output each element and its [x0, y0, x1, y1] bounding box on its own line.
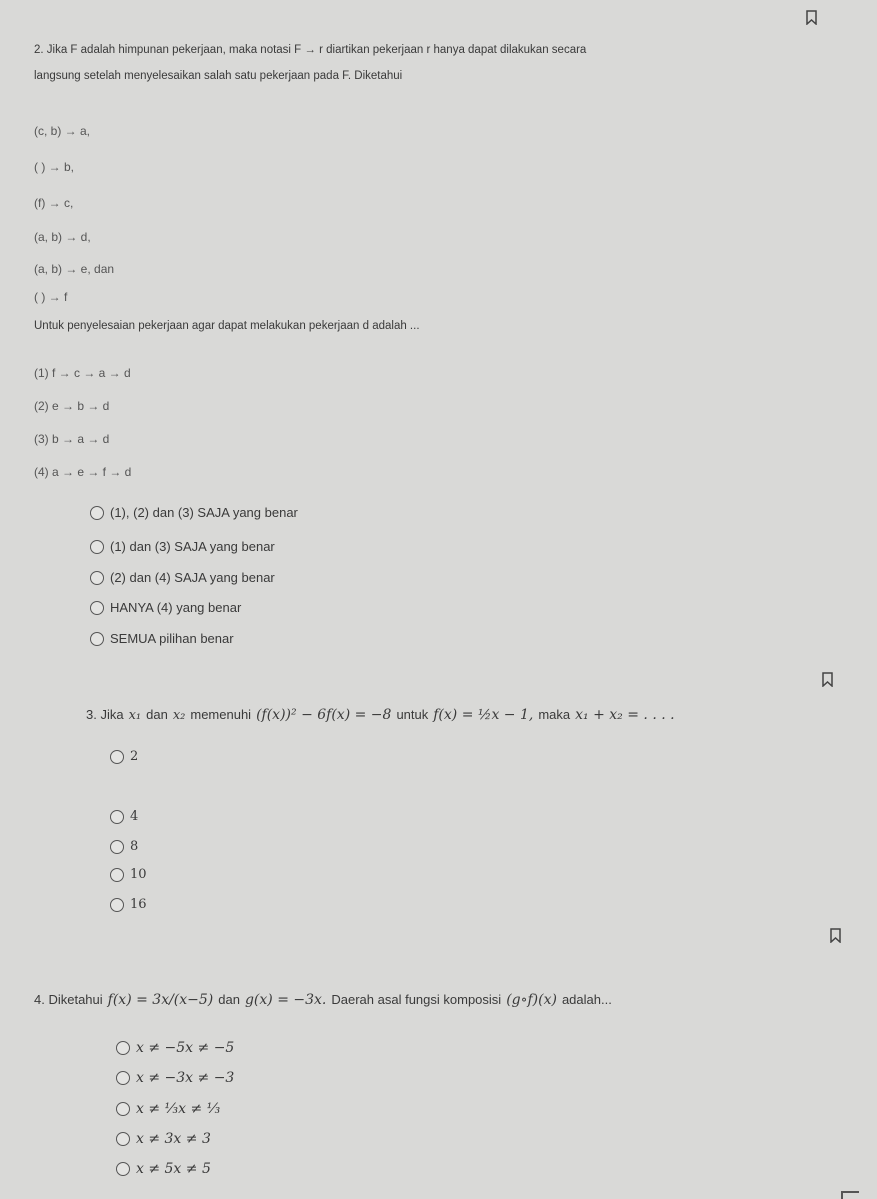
q3-option-5[interactable]	[110, 897, 147, 912]
q3-x2: x₂	[172, 708, 186, 723]
q2-option-4[interactable]	[90, 600, 241, 615]
q4-option-3[interactable]	[116, 1101, 220, 1117]
option-label: 16	[130, 897, 147, 912]
q3-sum: x₁ + x₂ = . . . .	[575, 707, 675, 723]
q3-dan: dan	[146, 707, 168, 722]
fact-item: (f) → c,	[34, 196, 74, 210]
q3-equation: (f(x))² − 6f(x) = −8	[256, 707, 392, 723]
question-2-prompt: Untuk penyelesaian pekerjaan agar dapat melakukan pekerjaan d adalah ...	[34, 320, 420, 332]
option-label: x ≠ −5x ≠ −5	[136, 1040, 235, 1056]
option-label: (1) dan (3) SAJA yang benar	[110, 539, 275, 554]
radio-unselected-icon[interactable]	[116, 1071, 130, 1085]
option-label: x ≠ 3x ≠ 3	[136, 1131, 211, 1147]
q4-composite: (g∘f)(x)	[506, 992, 557, 1008]
fact-item: (a, b) → e, dan	[34, 262, 115, 276]
radio-unselected-icon[interactable]	[90, 571, 104, 585]
statement-item: (1) f → c → a → d	[34, 366, 131, 380]
radio-unselected-icon[interactable]	[110, 810, 124, 824]
q3-x1: x₁	[128, 708, 142, 723]
fact-item: ( ) → b,	[34, 160, 75, 174]
option-label: (1), (2) dan (3) SAJA yang benar	[110, 505, 298, 520]
q4-g-def: g(x) = −3x.	[244, 992, 327, 1008]
q4-option-1[interactable]	[116, 1040, 234, 1056]
bookmark-icon[interactable]	[806, 10, 817, 25]
q3-memenuhi: memenuhi	[190, 707, 252, 722]
radio-unselected-icon[interactable]	[90, 540, 104, 554]
option-label: x ≠ 5x ≠ 5	[136, 1161, 211, 1177]
bookmark-icon[interactable]	[830, 928, 841, 943]
q4-option-2[interactable]	[116, 1070, 234, 1086]
statement-item: (4) a → e → f → d	[34, 465, 132, 479]
option-label: x ≠ ⅓x ≠ ⅓	[136, 1101, 221, 1117]
radio-unselected-icon[interactable]	[90, 506, 104, 520]
option-label: SEMUA pilihan benar	[110, 631, 234, 646]
q3-option-3[interactable]	[110, 839, 138, 854]
option-label: 2	[130, 749, 139, 764]
statement-item: (3) b → a → d	[34, 432, 110, 446]
q2-option-1[interactable]	[90, 505, 298, 520]
option-label: HANYA (4) yang benar	[110, 600, 242, 615]
page-corner-mark	[841, 1191, 859, 1199]
radio-unselected-icon[interactable]	[90, 632, 104, 646]
radio-unselected-icon[interactable]	[110, 868, 124, 882]
radio-unselected-icon[interactable]	[110, 898, 124, 912]
question-4-stem	[34, 992, 612, 1008]
radio-unselected-icon[interactable]	[116, 1162, 130, 1176]
q2-option-3[interactable]	[90, 570, 275, 585]
option-label: (2) dan (4) SAJA yang benar	[110, 570, 275, 585]
question-3-stem	[86, 707, 675, 723]
q2-option-2[interactable]	[90, 539, 275, 554]
radio-unselected-icon[interactable]	[110, 840, 124, 854]
option-label: x ≠ −3x ≠ −3	[136, 1070, 235, 1086]
q3-option-1[interactable]	[110, 749, 138, 764]
fact-item: (c, b) → a,	[34, 124, 91, 138]
q4-dan: dan	[218, 992, 240, 1007]
option-label: 4	[130, 809, 139, 824]
fact-item: ( ) → f	[34, 290, 68, 304]
q3-prefix: 3. Jika	[86, 707, 124, 722]
q4-suffix: Daerah asal fungsi komposisi	[331, 992, 502, 1007]
q4-option-4[interactable]	[116, 1131, 211, 1147]
option-label: 10	[130, 867, 147, 882]
q3-maka: maka	[538, 707, 571, 722]
question-2-stem-line1: 2. Jika F adalah himpunan pekerjaan, maka notasi F → r diartikan pekerjaan r hanya dapat dilakukan secara	[34, 44, 587, 56]
radio-unselected-icon[interactable]	[116, 1102, 130, 1116]
radio-unselected-icon[interactable]	[116, 1132, 130, 1146]
q4-f-def: f(x) = 3x/(x−5)	[107, 992, 214, 1008]
q3-untuk: untuk	[396, 707, 429, 722]
radio-unselected-icon[interactable]	[90, 601, 104, 615]
q3-option-4[interactable]	[110, 867, 147, 882]
bookmark-icon[interactable]	[822, 672, 833, 687]
q3-function: f(x) = ½x − 1,	[433, 707, 534, 723]
q4-prefix: 4. Diketahui	[34, 992, 103, 1007]
statement-item: (2) e → b → d	[34, 399, 110, 413]
radio-unselected-icon[interactable]	[110, 750, 124, 764]
q4-option-5[interactable]	[116, 1161, 211, 1177]
radio-unselected-icon[interactable]	[116, 1041, 130, 1055]
question-2-stem-line2: langsung setelah menyelesaikan salah satu pekerjaan pada F. Diketahui	[34, 70, 403, 82]
fact-item: (a, b) → d,	[34, 230, 91, 244]
option-label: 8	[130, 839, 139, 854]
q2-option-5[interactable]	[90, 631, 234, 646]
q4-adalah: adalah...	[561, 992, 612, 1007]
q3-option-2[interactable]	[110, 809, 138, 824]
